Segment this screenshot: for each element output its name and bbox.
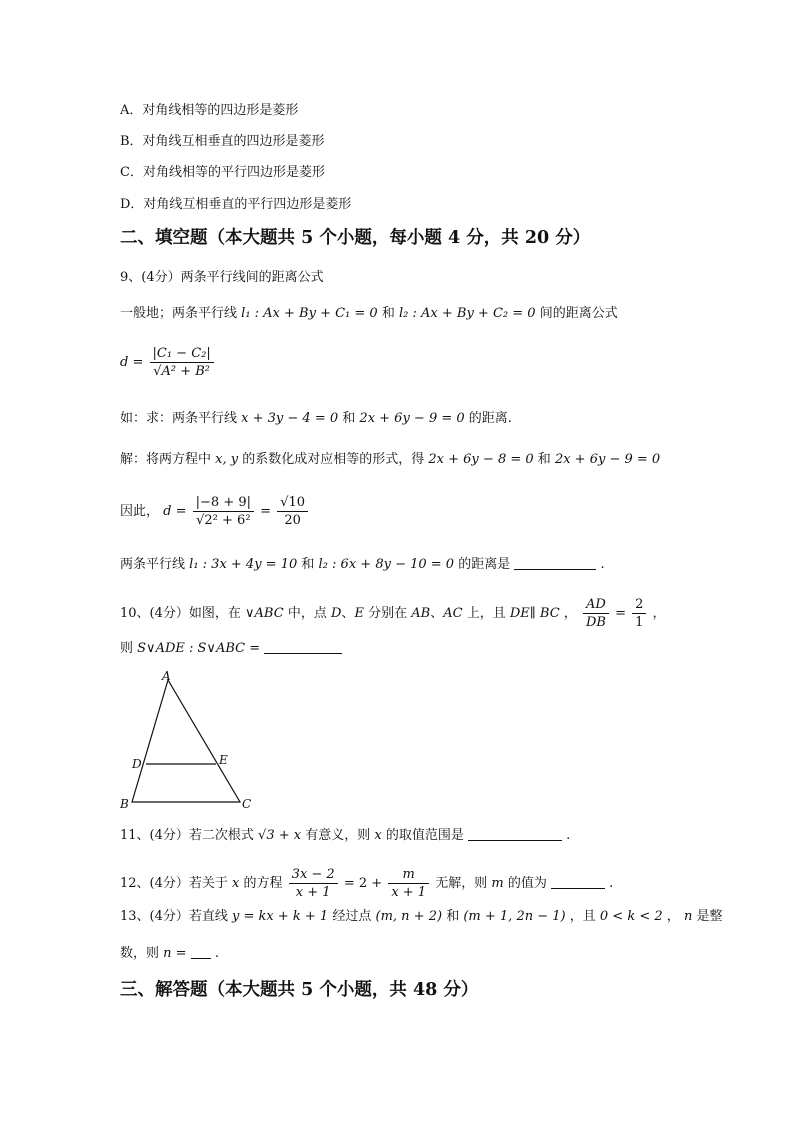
q10-ratio-denominator: DB: [585, 615, 606, 630]
q11-mid: 有意义，则: [305, 828, 371, 843]
q10-stem-mid3: 上，且: [466, 606, 506, 621]
q13-point1: (m, n + 2): [375, 909, 443, 924]
q12-end: .: [609, 876, 614, 891]
q9-formula-numerator: |C₁ − C₂|: [150, 345, 214, 363]
q12-right-fraction: [388, 866, 429, 901]
q10-triangle-figure: [110, 668, 260, 814]
q10-parallel: DE∥ BC: [509, 606, 560, 621]
label-d: D: [132, 757, 142, 771]
q9-intro: 一般地；两条平行线: [120, 306, 238, 321]
q9-intro-tail: 间的距离公式: [539, 306, 618, 321]
option-a: A．对角线相等的四边形是菱形: [120, 103, 299, 118]
q13-line2: [120, 946, 219, 962]
q13-prefix: 13、(4分）若直线: [120, 909, 228, 924]
q11-root: √3 + x: [258, 828, 302, 843]
q9-and: 和: [381, 306, 395, 321]
q9-question-l1: l₁ : 3x + 4y = 10: [189, 557, 298, 572]
q13-line2-prefix: 数，则: [120, 946, 160, 961]
q12-m: m: [491, 876, 504, 891]
q12-tail2: 的值为: [507, 876, 547, 891]
q9-result-fraction: [277, 494, 308, 529]
q9-example-line: [120, 411, 512, 427]
q9-formula-lhs: d =: [120, 355, 144, 370]
q12-left-denominator: x + 1: [295, 885, 331, 900]
q9-calculation: [120, 494, 310, 529]
q10-answer-blank[interactable]: [264, 641, 342, 654]
q9-example-eq1: x + 3y − 4 = 0: [241, 411, 339, 426]
q9-question-line: [120, 557, 605, 573]
q9-answer-blank[interactable]: [514, 557, 596, 570]
section-title-fill-in: 二、填空题（本大题共 5 个小题，每小题 4 分，共 20 分）: [120, 228, 591, 248]
q10-ratio-eq: =: [615, 606, 626, 621]
q12-var: x: [232, 876, 240, 891]
q12-right-numerator: m: [388, 866, 429, 884]
q12-mid: 的方程: [243, 876, 283, 891]
q12-right-denominator: x + 1: [391, 885, 427, 900]
q10-sep: 、: [341, 606, 355, 621]
q10-ratio-value-denominator: 1: [635, 615, 644, 630]
q9-formula-denominator: √A² + B²: [153, 364, 211, 379]
q11-answer-blank[interactable]: [468, 828, 562, 841]
q13-tail: 是整: [696, 909, 723, 924]
q10-ratio-fraction: [583, 596, 609, 631]
q13-cond-pre: ，且: [569, 909, 596, 924]
q9-therefore: 因此，: [120, 504, 160, 519]
q10-comma2: ，: [652, 606, 666, 621]
q10-area-expr: S∨ADE : S∨ABC =: [137, 641, 261, 656]
q13-line2-end: .: [214, 946, 219, 961]
option-b: B．对角线互相垂直的四边形是菱形: [120, 134, 325, 149]
q9-solution-vars: x, y: [215, 452, 239, 467]
q10-seg-ab: AB: [411, 606, 431, 621]
q11-var: x: [374, 828, 382, 843]
q9-solution-prefix: 解：将两方程中: [120, 452, 212, 467]
q9-calc-eq: =: [260, 504, 272, 519]
label-e: E: [219, 753, 228, 767]
q10-point-d: D: [330, 606, 342, 621]
q10-ratio-value: [632, 596, 646, 631]
q9-stem: 9、(4分）两条平行线间的距离公式: [120, 270, 324, 285]
q9-question-prefix: 两条平行线: [120, 557, 186, 572]
q9-solution-and: 和: [537, 452, 551, 467]
q13-line2-expr: n =: [163, 946, 187, 961]
label-a: A: [162, 669, 171, 683]
q11-line: [120, 828, 570, 844]
q9-example-prefix: 如：求：两条平行线: [120, 411, 238, 426]
q10-triangle: ∨ABC: [245, 606, 284, 621]
q12-left-numerator: 3x − 2: [289, 866, 338, 884]
q9-solution-mid: 的系数化成对应相等的形式，得: [242, 452, 425, 467]
q10-stem-prefix: 10、(4分）如图，在: [120, 606, 241, 621]
q13-line: [120, 909, 722, 925]
q10-comma: ，: [563, 606, 577, 621]
q9-solution-eq2: 2x + 6y − 9 = 0: [554, 452, 661, 467]
triangle-abc: [132, 680, 240, 802]
q9-formula-fraction: [150, 345, 214, 380]
q13-answer-blank[interactable]: [191, 946, 211, 959]
q9-example-eq2: 2x + 6y − 9 = 0: [359, 411, 465, 426]
option-c: C．对角线相等的平行四边形是菱形: [120, 165, 325, 180]
q9-calc-denominator: √2² + 6²: [196, 513, 251, 528]
q13-condition: 0 < k < 2: [599, 909, 663, 924]
label-b: B: [120, 797, 129, 811]
q10-then: 则: [120, 641, 134, 656]
q9-formula: [120, 345, 216, 380]
q9-l2: l₂ : Ax + By + C₂ = 0: [399, 306, 536, 321]
q12-tail: 无解，则: [435, 876, 488, 891]
q9-question-end: .: [600, 557, 605, 572]
q9-calc-lhs: d =: [163, 504, 187, 519]
q9-solution-line: [120, 452, 660, 468]
q13-and: 和: [446, 909, 460, 924]
label-c: C: [242, 797, 252, 811]
q10-area-line: [120, 641, 342, 657]
q10-seg-ac: AC: [443, 606, 463, 621]
q13-mid: 经过点: [332, 909, 372, 924]
q10-ratio-numerator: AD: [583, 596, 609, 614]
q9-question-tail: 的距离是: [458, 557, 511, 572]
q13-n: n: [683, 909, 693, 924]
q9-calc-fraction: [193, 494, 254, 529]
q12-left-fraction: [289, 866, 338, 901]
q11-end: .: [566, 828, 571, 843]
q10-ratio-value-numerator: 2: [632, 596, 646, 614]
section-title-answers: 三、解答题（本大题共 5 个小题，共 48 分）: [120, 980, 479, 1000]
q13-point2: (m + 1, 2n − 1): [463, 909, 566, 924]
q12-answer-blank[interactable]: [551, 876, 605, 889]
q9-result-denominator: 20: [284, 513, 301, 528]
q11-tail: 的取值范围是: [385, 828, 464, 843]
q9-intro-line: [120, 306, 618, 322]
q10-sep2: 、: [430, 606, 444, 621]
q9-calc-numerator: |−8 + 9|: [193, 494, 254, 512]
q9-example-and: 和: [342, 411, 356, 426]
q10-stem-line: [120, 596, 666, 631]
q11-prefix: 11、(4分）若二次根式: [120, 828, 254, 843]
option-d: D．对角线互相垂直的平行四边形是菱形: [120, 197, 352, 212]
q10-stem-mid: 中，点: [287, 606, 327, 621]
q9-result-numerator: √10: [277, 494, 308, 512]
q13-cond-post: ，: [666, 909, 680, 924]
q9-question-and: 和: [301, 557, 315, 572]
q9-l1: l₁ : Ax + By + C₁ = 0: [241, 306, 378, 321]
q12-prefix: 12、(4分）若关于: [120, 876, 228, 891]
q12-line: [120, 866, 613, 901]
q10-stem-mid2: 分别在: [368, 606, 408, 621]
q9-question-l2: l₂ : 6x + 8y − 10 = 0: [318, 557, 455, 572]
q10-point-e: E: [354, 606, 364, 621]
q9-example-tail: 的距离.: [468, 411, 512, 426]
q12-eq: = 2 +: [343, 876, 383, 891]
q13-equation: y = kx + k + 1: [232, 909, 329, 924]
q9-solution-eq1: 2x + 6y − 8 = 0: [428, 452, 534, 467]
